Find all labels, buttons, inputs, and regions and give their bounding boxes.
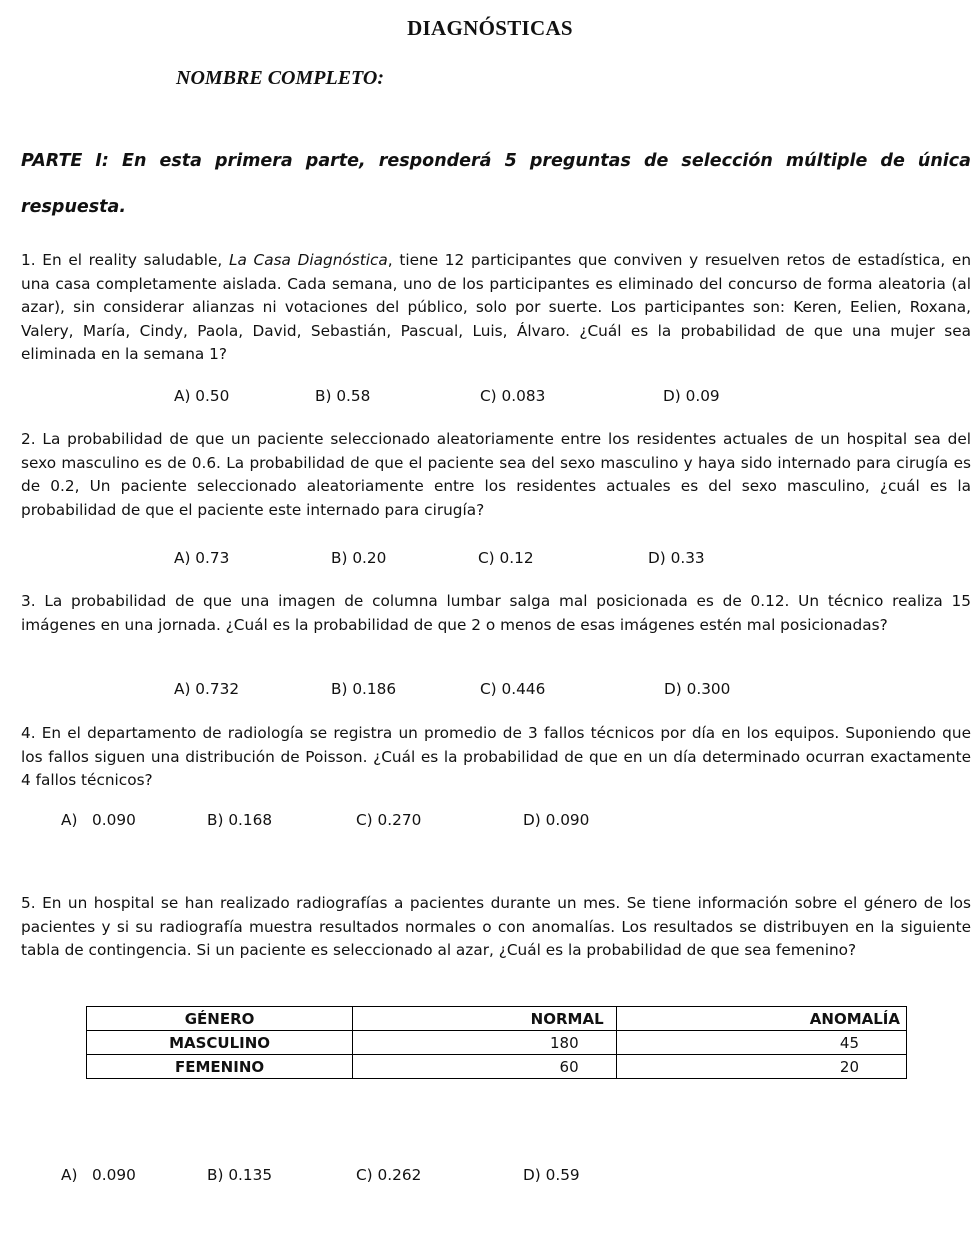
question-1-option-d[interactable]: D) 0.09 <box>663 387 720 405</box>
table-row <box>87 1055 907 1079</box>
question-1-prefix: 1. En el reality saludable, <box>21 251 229 269</box>
question-2-option-b[interactable]: B) 0.20 <box>331 549 387 567</box>
question-1-show-name: La Casa Diagnóstica <box>228 251 388 269</box>
table-cell-gender: MASCULINO <box>87 1031 353 1055</box>
question-3: 3. La probabilidad de que una imagen de columna lumbar salga mal posicionada es de 0.12. Un técnico realiza 15 imágenes en una jornada. ¿Cuál es la probabilidad de que 2 o menos de esas imágenes estén mal posicionadas? <box>21 592 971 634</box>
question-1-option-b[interactable]: B) 0.58 <box>315 387 371 405</box>
question-5-option-d[interactable]: D) 0.59 <box>523 1166 580 1184</box>
document-title: DIAGNÓSTICAS <box>407 16 573 40</box>
question-4-option-a[interactable]: A) 0.090 <box>61 811 136 829</box>
question-5-option-b[interactable]: B) 0.135 <box>207 1166 273 1184</box>
question-5-option-c[interactable]: C) 0.262 <box>356 1166 422 1184</box>
table-header-row <box>87 1007 907 1031</box>
question-5-options <box>0 1166 980 1190</box>
question-4-options <box>0 811 980 835</box>
question-3-option-d[interactable]: D) 0.300 <box>664 680 731 698</box>
question-1-text: , tiene 12 participantes que conviven y resuelven retos de estadística, en una casa completamente aislada. Cada semana, uno de los participantes es eliminado del concurso de forma aleatoria (al azar), sin considerar alianzas ni votaciones del público, solo por suerte. Los participantes son: Keren, Eelien, Roxana, Valery, María, Cindy, Paola, David, Sebastián, Pascual, Luis, Álvaro. ¿Cuál es la probabilidad de que una mujer sea eliminada en la semana 1? <box>21 251 972 363</box>
table-cell-normal: 60 <box>353 1055 616 1079</box>
question-2-options <box>0 549 980 573</box>
question-4-option-d[interactable]: D) 0.090 <box>523 811 590 829</box>
table-header-normal: NORMAL <box>353 1007 616 1031</box>
question-5-option-a[interactable]: A) 0.090 <box>61 1166 136 1184</box>
table-cell-normal: 180 <box>353 1031 616 1055</box>
question-5: 5. En un hospital se han realizado radiografías a pacientes durante un mes. Se tiene información sobre el género de los pacientes y si su radiografía muestra resultados normales o con anomalías. Los resultados se distribuyen en la siguiente tabla de contingencia. Si un paciente es seleccionado al azar, ¿Cuál es la probabilidad de que sea femenino? <box>21 894 971 959</box>
contingency-table <box>86 1006 907 1079</box>
question-1 <box>21 249 971 367</box>
question-1-options <box>0 387 980 411</box>
table-cell-anomaly: 20 <box>616 1055 906 1079</box>
question-2-option-d[interactable]: D) 0.33 <box>648 549 705 567</box>
question-4-option-b[interactable]: B) 0.168 <box>207 811 273 829</box>
question-1-option-c[interactable]: C) 0.083 <box>480 387 546 405</box>
question-2-option-c[interactable]: C) 0.12 <box>478 549 534 567</box>
question-2: 2. La probabilidad de que un paciente seleccionado aleatoriamente entre los residentes actuales de un hospital sea del sexo masculino es de 0.6. La probabilidad de que el paciente sea del sexo masculino y haya sido internado para cirugía es de 0.2, Un paciente seleccionado aleatoriamente entre los residentes actuales es del sexo masculino, ¿cuál es la probabilidad de que el paciente este internado para cirugía? <box>21 430 971 519</box>
question-3-options <box>0 680 980 704</box>
table-cell-gender: FEMENINO <box>87 1055 353 1079</box>
question-3-option-c[interactable]: C) 0.446 <box>480 680 546 698</box>
question-4: 4. En el departamento de radiología se registra un promedio de 3 fallos técnicos por día en los equipos. Suponiendo que los fallos siguen una distribución de Poisson. ¿Cuál es la probabilidad de que en un día determinado ocurran exactamente 4 fallos técnicos? <box>21 724 971 789</box>
question-1-option-a[interactable]: A) 0.50 <box>174 387 230 405</box>
question-3-option-b[interactable]: B) 0.186 <box>331 680 397 698</box>
full-name-label: NOMBRE COMPLETO: <box>176 67 384 89</box>
table-cell-anomaly: 45 <box>616 1031 906 1055</box>
part-instructions: PARTE I: En esta primera parte, responderá 5 preguntas de selección múltiple de única respuesta. <box>21 151 971 217</box>
table-row <box>87 1031 907 1055</box>
question-4-option-c[interactable]: C) 0.270 <box>356 811 422 829</box>
question-2-option-a[interactable]: A) 0.73 <box>174 549 230 567</box>
table-header-anomaly: ANOMALÍA <box>616 1007 906 1031</box>
table-header-gender: GÉNERO <box>87 1007 353 1031</box>
question-3-option-a[interactable]: A) 0.732 <box>174 680 240 698</box>
